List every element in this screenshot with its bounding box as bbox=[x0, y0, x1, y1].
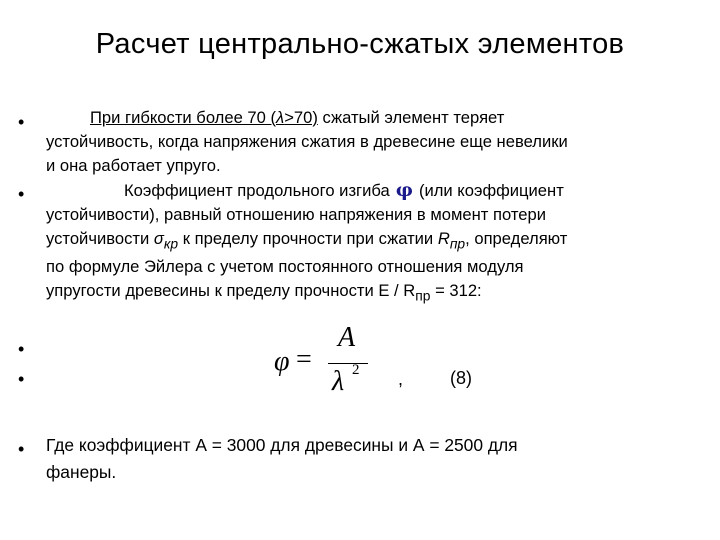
paragraph-coefficient: Коэффициент продольного изгиба φ (или коэффициент устойчивости), равный отношению напряжения в момент потери устойчивости $\sigma_{кр}$ к пределу прочности при сжатии $R_{пр}$, определяют по формуле Эйлера с учетом постоянного отношения модуля упругости древесины к пределу прочности $E / R_{пр} = 312$: bbox=[46, 179, 568, 304]
bullet-1: • bbox=[18, 112, 25, 132]
fraction-bar bbox=[328, 363, 368, 364]
phi-symbol: φ bbox=[395, 179, 413, 201]
bullet-5: • bbox=[18, 439, 25, 459]
slide-title: Расчет центрально-сжатых элементов bbox=[95, 28, 625, 60]
formula-lhs: φ bbox=[274, 346, 290, 377]
paragraph-flexibility: При гибкости более 70 (λ>70) сжатый элемент теряет устойчивость, когда напряжения сжатия в древесине еще невелики и она работает упруго. bbox=[46, 108, 568, 175]
formula-comma: , bbox=[398, 369, 404, 389]
bullet-2: • bbox=[18, 184, 25, 204]
underlined-phrase: При гибкости более 70 (λ>70) bbox=[90, 108, 318, 127]
formula-numerator: A bbox=[338, 322, 356, 353]
equation-number: (8) bbox=[450, 368, 472, 388]
paragraph-coefficient-values: Где коэффициент А = 3000 для древесины и А = 2500 для фанеры. bbox=[46, 435, 518, 482]
formula-denominator: λ bbox=[332, 366, 345, 397]
formula-exponent: 2 bbox=[352, 362, 360, 378]
bullet-3: • bbox=[18, 339, 25, 359]
formula-equals: = bbox=[296, 344, 312, 375]
bullet-4: • bbox=[18, 369, 25, 389]
euler-formula bbox=[274, 320, 370, 400]
